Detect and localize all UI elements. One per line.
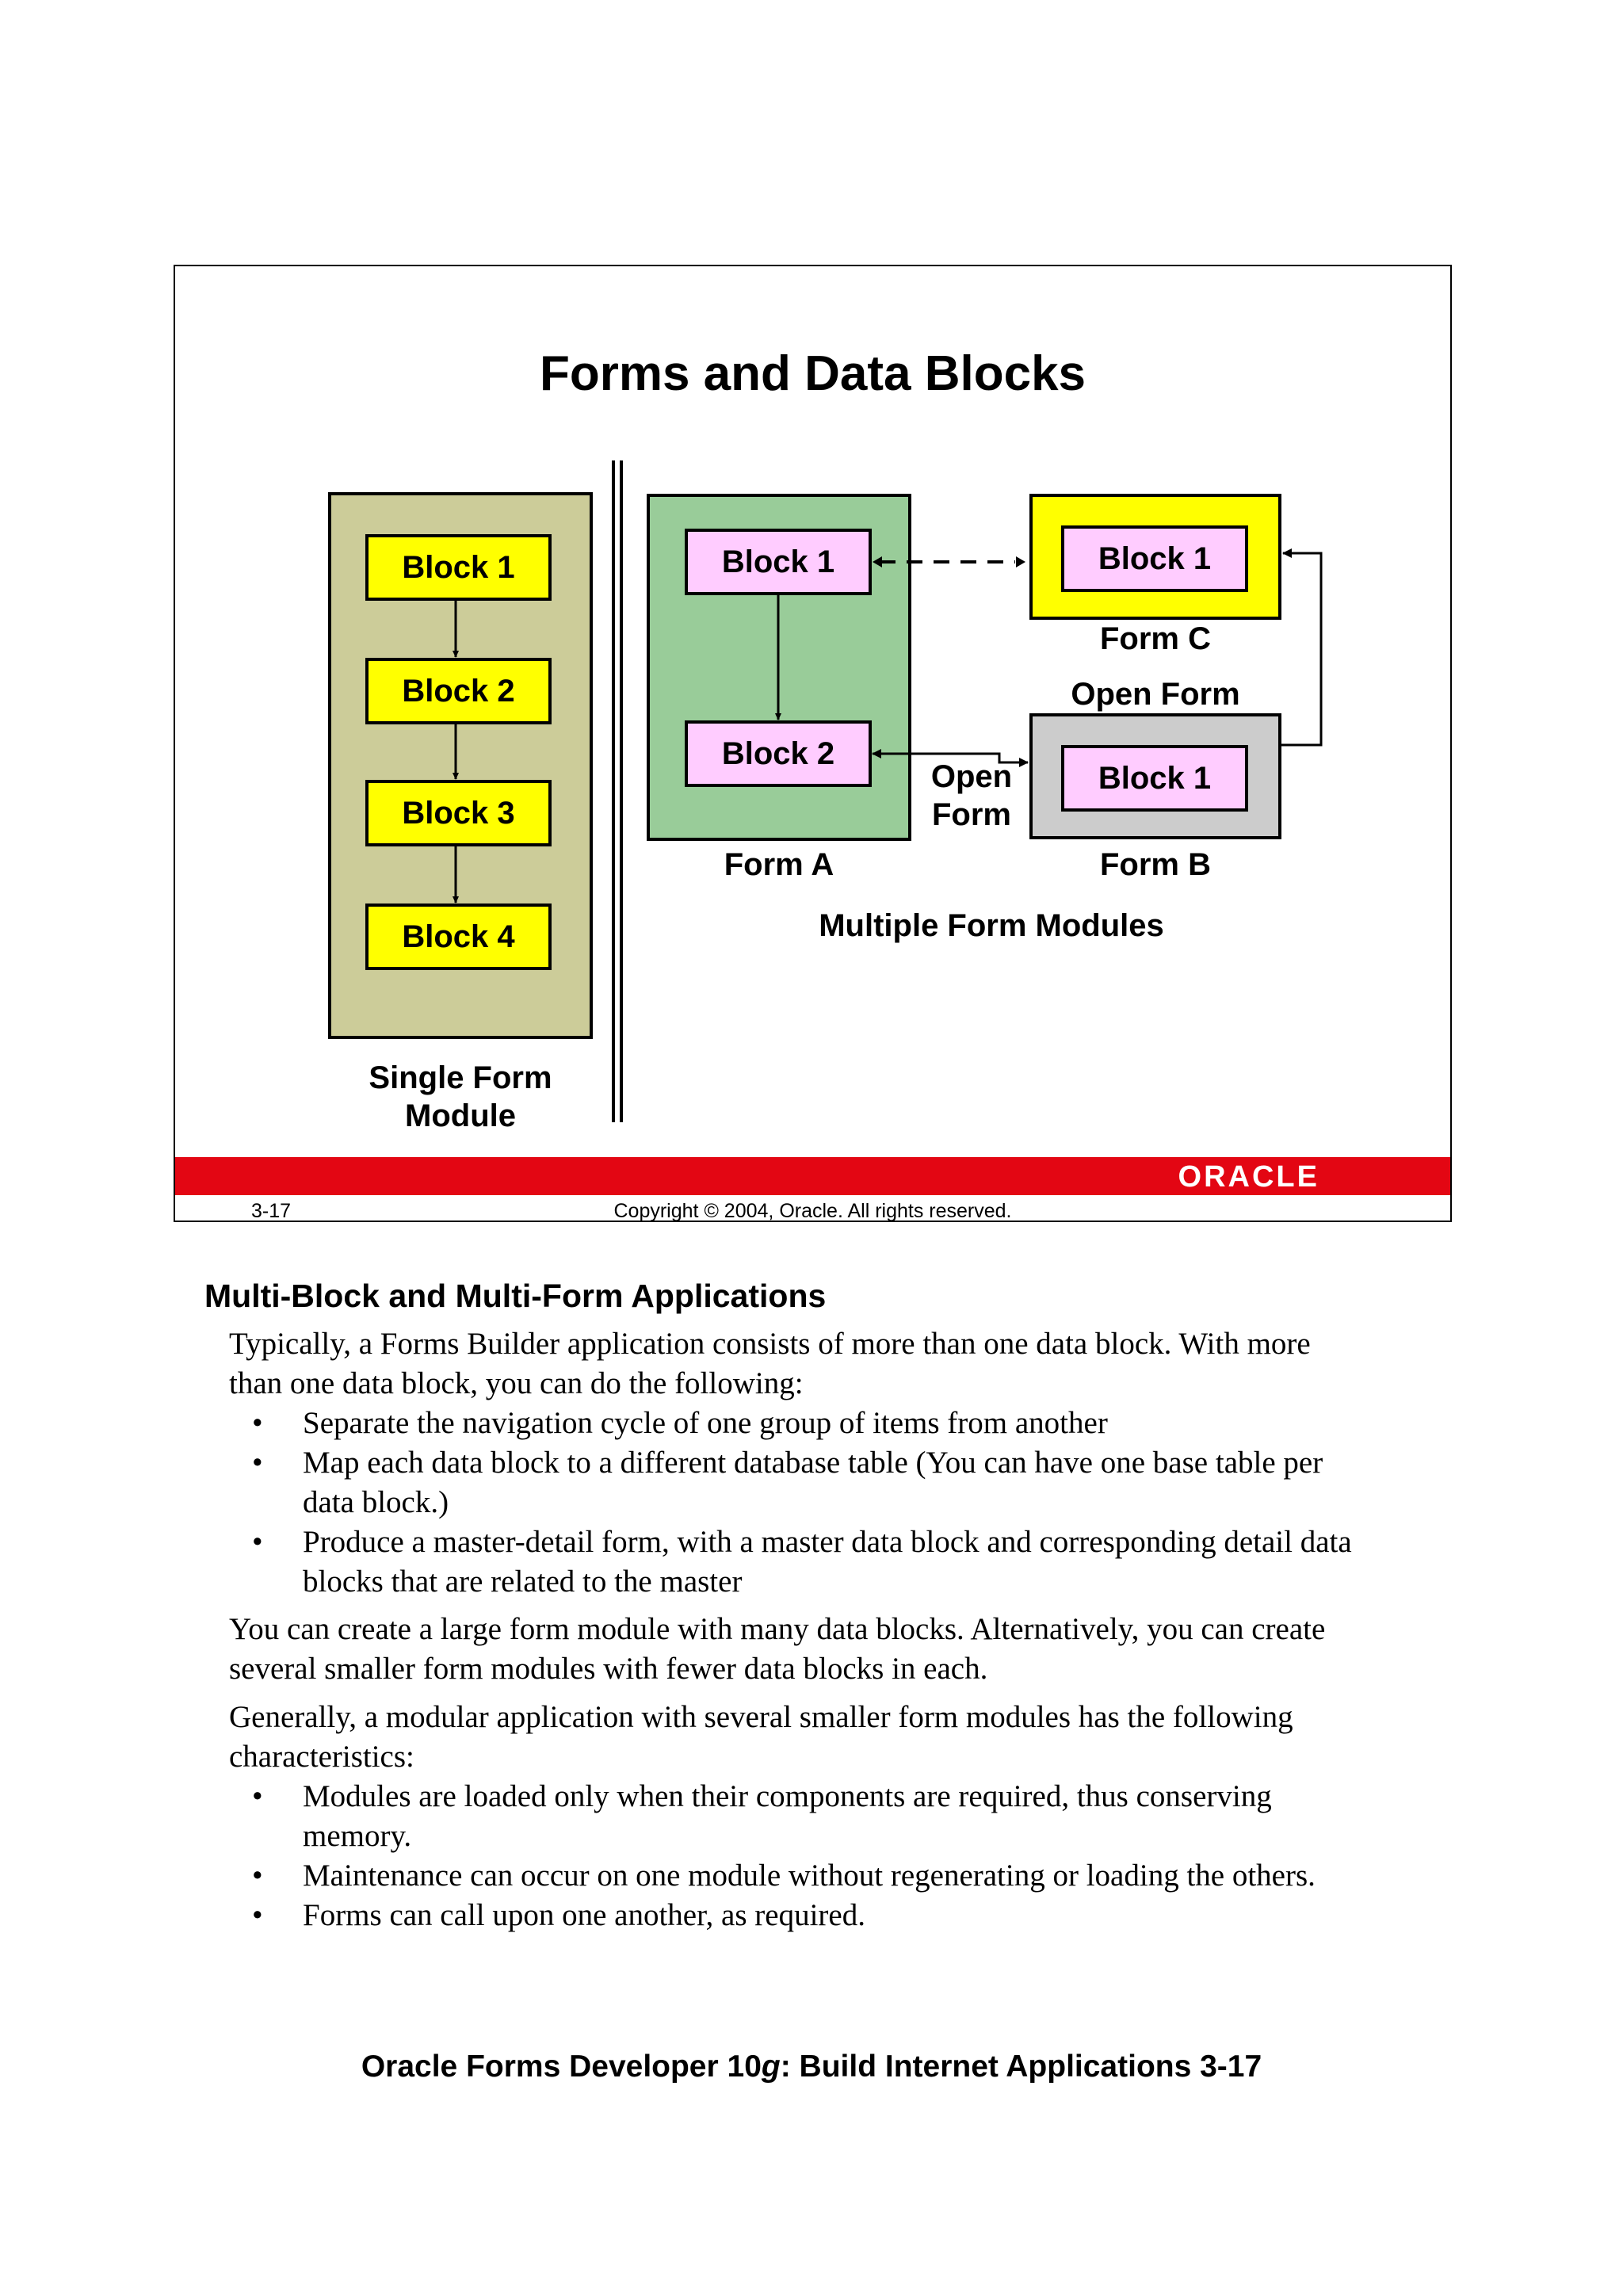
slide-number: 3-17 (251, 1200, 292, 1222)
bullet-text: blocks that are related to the master (303, 1564, 743, 1599)
paragraph-1-line1: Typically, a Forms Builder application consists of more than one data block. With more (229, 1327, 1311, 1361)
footer-bar (175, 1157, 1450, 1195)
open-form-link-b-c (1281, 553, 1321, 745)
single-form-label-line1: Single Form (369, 1060, 552, 1095)
form-a-block-1: Block 1 (685, 529, 872, 595)
bullet-text: Produce a master-detail form, with a master data block and corresponding detail data (303, 1525, 1352, 1559)
bullet-dot: • (252, 1898, 263, 1932)
single-form-label-line2: Module (405, 1098, 516, 1133)
bullet-text: data block.) (303, 1485, 449, 1519)
paragraph-1-line2: than one data block, you can do the following: (229, 1366, 804, 1400)
footer-g: g (761, 2050, 781, 2084)
form-c-block-1: Block 1 (1061, 525, 1248, 592)
slide (174, 265, 1452, 1222)
diagram-connectors (175, 266, 1453, 1224)
paragraph-3 (229, 1698, 1465, 1777)
bullet-dot: • (252, 1525, 263, 1559)
multiple-form-modules-label: Multiple Form Modules (819, 908, 1164, 943)
form-a-block-2: Block 2 (685, 720, 872, 787)
paragraph-2-line1: You can create a large form module with many data blocks. Alternatively, you can create (229, 1612, 1326, 1646)
bullet-dot: • (252, 1779, 263, 1813)
bullet-text: memory. (303, 1819, 412, 1853)
open-form-line1: Open (930, 759, 1013, 794)
single-block-1: Block 1 (365, 534, 552, 601)
single-block-2: Block 2 (365, 658, 552, 724)
paragraph-2 (229, 1610, 1465, 1689)
bullet-dot: • (252, 1859, 263, 1893)
page-footer (0, 2050, 1623, 2084)
bullet-text: Modules are loaded only when their components are required, thus conserving (303, 1779, 1272, 1813)
slide-title: Forms and Data Blocks (539, 346, 1086, 401)
paragraph-3-line1: Generally, a modular application with several smaller form modules has the following (229, 1700, 1293, 1734)
bullet-text: Separate the navigation cycle of one group of items from another (303, 1406, 1108, 1440)
single-block-3: Block 3 (365, 780, 552, 846)
open-form-link-a-b (873, 754, 1028, 762)
open-form-label-top: Open Form (1071, 677, 1240, 712)
form-b-label: Form B (1100, 847, 1211, 882)
oracle-logo: ORACLE (1178, 1160, 1319, 1194)
bullet-dot: • (252, 1406, 263, 1440)
bullet-dot: • (252, 1446, 263, 1480)
form-b-block-1: Block 1 (1061, 745, 1248, 812)
footer-suffix: : Build Internet Applications 3-17 (780, 2050, 1262, 2084)
section-heading: Multi-Block and Multi-Form Applications (204, 1278, 827, 1314)
paragraph-2-line2: several smaller form modules with fewer data blocks in each. (229, 1652, 988, 1686)
paragraph-3-line2: characteristics: (229, 1740, 414, 1774)
form-c-label: Form C (1100, 621, 1211, 656)
form-a-label: Form A (724, 847, 834, 882)
footer-prefix: Oracle Forms Developer 10 (361, 2050, 762, 2084)
copyright: Copyright © 2004, Oracle. All rights reserved. (613, 1200, 1012, 1222)
bullet-text: Map each data block to a different database table (You can have one base table per (303, 1446, 1323, 1480)
bullet-text: Maintenance can occur on one module without regenerating or loading the others. (303, 1859, 1316, 1893)
paragraph-1 (229, 1324, 1465, 1404)
open-form-line2: Form (932, 797, 1011, 832)
single-block-4: Block 4 (365, 904, 552, 970)
bullet-text: Forms can call upon one another, as required. (303, 1898, 865, 1932)
